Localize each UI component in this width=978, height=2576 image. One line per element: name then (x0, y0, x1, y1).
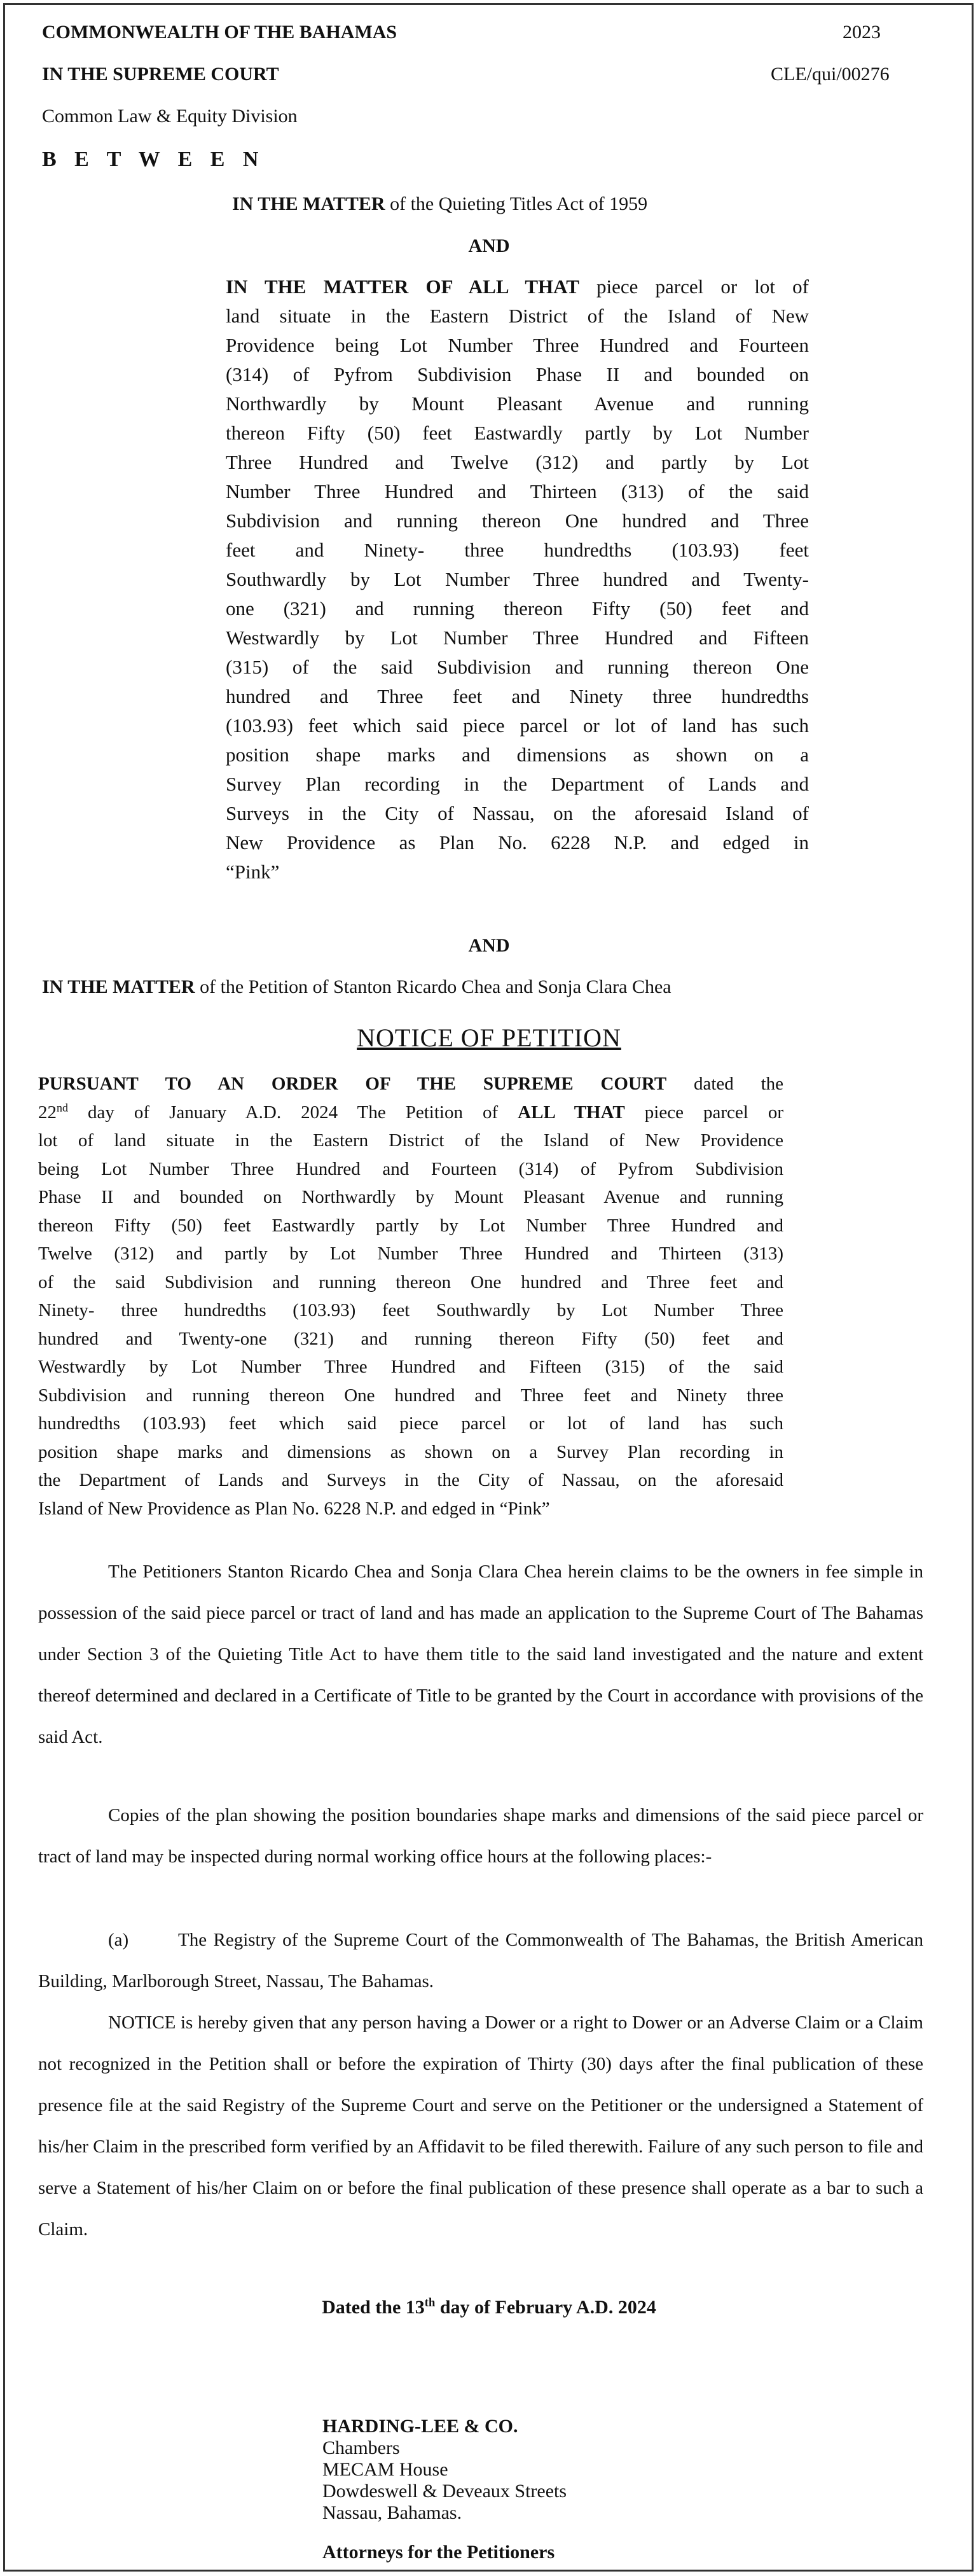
pursuant-line: 22nd day of January A.D. 2024 The Petition of ALL THAT piece parcel or (38, 1100, 783, 1123)
property-line: Surveys in the City of Nassau, on the aforesaid Island of (226, 802, 809, 824)
matter-bold: IN THE MATTER (42, 976, 195, 997)
property-line: Providence being Lot Number Three Hundred and Fourteen (226, 334, 809, 356)
case-number: CLE/qui/00276 (771, 64, 890, 85)
property-line: (315) of the said Subdivision and running thereon One (226, 656, 809, 678)
property-line: Southwardly by Lot Number Three hundred and Twenty- (226, 568, 809, 590)
firm-address-line: MECAM House (322, 2459, 448, 2480)
pursuant-line: Ninety- three hundredths (103.93) feet Southwardly by Lot Number Three (38, 1300, 783, 1320)
pursuant-line: Subdivision and running thereon One hundred and Three feet and Ninety three (38, 1385, 783, 1406)
pursuant-line: position shape marks and dimensions as shown on a Survey Plan recording in (38, 1441, 783, 1462)
property-line: “Pink” (226, 861, 280, 883)
jurisdiction-heading: COMMONWEALTH OF THE BAHAMAS (42, 22, 397, 43)
matter-petition (42, 976, 672, 998)
year: 2023 (843, 22, 881, 43)
pursuant-line: Twelve (312) and partly by Lot Number Three Hundred and Thirteen (313) (38, 1243, 783, 1264)
property-line: feet and Ninety- three hundredths (103.93) feet (226, 539, 809, 561)
dated-line: Dated the 13th day of February A.D. 2024 (322, 2296, 656, 2318)
registry-paragraph: (a) The Registry of the Supreme Court of the Commonwealth of The Bahamas, the British American Building, Marlborough Street, Nassau, The Bahamas. (38, 1920, 923, 2002)
matter-quieting-titles (232, 193, 647, 215)
firm-address-line: Dowdeswell & Deveaux Streets (322, 2481, 567, 2502)
property-line: Three Hundred and Twelve (312) and partly by Lot (226, 451, 809, 473)
and-separator-2: AND (468, 935, 510, 956)
division: Common Law & Equity Division (42, 106, 298, 127)
attorneys-role: Attorneys for the Petitioners (322, 2542, 555, 2563)
property-line: one (321) and running thereon Fifty (50) feet and (226, 597, 809, 620)
plan-inspection-paragraph: Copies of the plan showing the position boundaries shape marks and dimensions of the said piece parcel or tract of land may be inspected during normal working office hours at the following places:- (38, 1805, 923, 1867)
property-line: IN THE MATTER OF ALL THAT piece parcel or lot of (226, 275, 809, 298)
property-line: position shape marks and dimensions as shown on a (226, 744, 809, 766)
pursuant-line: PURSUANT TO AN ORDER OF THE SUPREME COURT dated the (38, 1074, 783, 1094)
notice-paragraph: NOTICE is hereby given that any person having a Dower or a right to Dower or an Adverse Claim or a Claim not recognized in the Petition shall or before the expiration of Thirty (30) days after the final publication of these presence file at the said Registry of the Supreme Court and serve on the Petitioner or the undersigned a Statement of his/her Claim in the prescribed form verified by an Affidavit to be filed therewith. Failure of any such person to file and serve a Statement of his/her Claim on or before the final publication of these presence shall operate as a bar to such a Claim. (38, 2012, 923, 2240)
pursuant-line: Westwardly by Lot Number Three Hundred and Fifteen (315) of the said (38, 1357, 783, 1377)
property-line: land situate in the Eastern District of the Island of New (226, 305, 809, 327)
property-line: Westwardly by Lot Number Three Hundred and Fifteen (226, 627, 809, 649)
between-heading: B E T W E E N (42, 148, 265, 171)
property-line: thereon Fifty (50) feet Eastwardly partly by Lot Number (226, 422, 809, 444)
property-line: Northwardly by Mount Pleasant Avenue and running (226, 392, 809, 415)
pursuant-block (38, 1070, 783, 1523)
property-line: Survey Plan recording in the Department of Lands and (226, 773, 809, 795)
pursuant-line: hundred and Twenty-one (321) and running thereon Fifty (50) feet and (38, 1328, 783, 1349)
pursuant-line: hundredths (103.93) feet which said piece parcel or lot of land has such (38, 1413, 783, 1434)
matter-bold: IN THE MATTER (232, 193, 385, 214)
matter-text: of the Petition of Stanton Ricardo Chea and Sonja Clara Chea (195, 976, 672, 997)
property-line: (103.93) feet which said piece parcel or lot of land has such (226, 714, 809, 737)
petitioners-claim-paragraph: The Petitioners Stanton Ricardo Chea and Sonja Clara Chea herein claims to be the owners in fee simple in possession of the said piece parcel or tract of land and has made an application to the Supreme Court of The Bahamas under Section 3 of the Quieting Title Act to have them title to the said land investigated and the nature and extent thereof determined and declared in a Certificate of Title to be granted by the Court in accordance with provisions of the said Act. (38, 1562, 923, 1747)
and-separator-1: AND (468, 235, 510, 256)
property-line: New Providence as Plan No. 6228 N.P. and edged in (226, 831, 809, 854)
matter-text: of the Quieting Titles Act of 1959 (385, 193, 648, 214)
firm-address-line: Chambers (322, 2437, 400, 2458)
pursuant-line: Island of New Providence as Plan No. 6228 N.P. and edged in “Pink” (38, 1498, 550, 1519)
property-line: Subdivision and running thereon One hundred and Three (226, 509, 809, 532)
pursuant-line: the Department of Lands and Surveys in the City of Nassau, on the aforesaid (38, 1470, 783, 1490)
firm-address-line: Nassau, Bahamas. (322, 2502, 462, 2523)
pursuant-line: thereon Fifty (50) feet Eastwardly partly by Lot Number Three Hundred and (38, 1215, 783, 1236)
property-description (226, 272, 809, 887)
notice-title: NOTICE OF PETITION (357, 1023, 621, 1052)
pursuant-line: lot of land situate in the Eastern District of the Island of New Providence (38, 1130, 783, 1151)
property-line: hundred and Three feet and Ninety three hundredths (226, 685, 809, 707)
pursuant-line: Phase II and bounded on Northwardly by Mount Pleasant Avenue and running (38, 1187, 783, 1207)
pursuant-line: being Lot Number Three Hundred and Fourteen (314) of Pyfrom Subdivision (38, 1158, 783, 1179)
property-line: (314) of Pyfrom Subdivision Phase II and bounded on (226, 363, 809, 385)
property-line: Number Three Hundred and Thirteen (313) of the said (226, 480, 809, 502)
pursuant-line: of the said Subdivision and running thereon One hundred and Three feet and (38, 1271, 783, 1292)
court-heading: IN THE SUPREME COURT (42, 64, 279, 85)
firm-name: HARDING-LEE & CO. (322, 2416, 518, 2437)
item-label: (a) (108, 1930, 129, 1950)
